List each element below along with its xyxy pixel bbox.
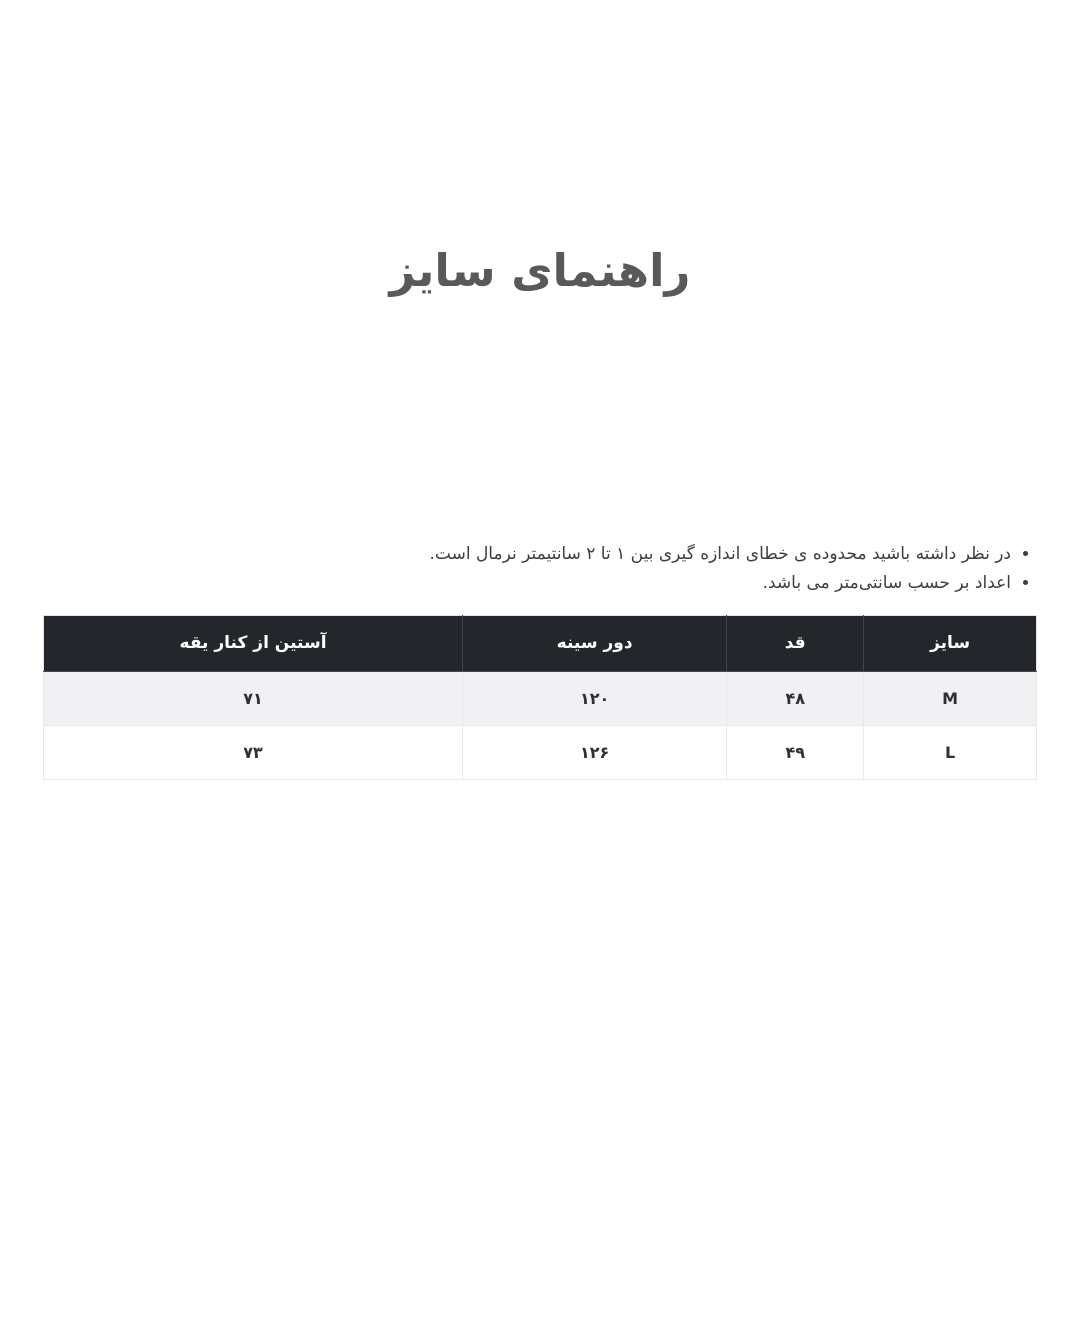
column-header-sleeve: آستین از کنار یقه: [44, 615, 463, 671]
cell-sleeve-m: ۷۱: [44, 671, 463, 725]
column-header-length: قد: [727, 615, 864, 671]
column-header-chest: دور سینه: [463, 615, 727, 671]
cell-length-l: ۴۹: [727, 725, 864, 779]
note-item-measurement-tolerance: • در نظر داشته باشید محدوده ی خطای اندازه گیری بین ۱ تا ۲ سانتیمتر نرمال است.: [43, 540, 1011, 569]
cell-length-m: ۴۸: [727, 671, 864, 725]
header-row: [44, 615, 1037, 671]
cell-sleeve-l: ۷۳: [44, 725, 463, 779]
table-row-size-l: [44, 725, 1037, 779]
page-title: راهنمای سایز: [389, 244, 691, 297]
table-row-size-m: [44, 671, 1037, 725]
size-table-body: [44, 671, 1037, 779]
note-item-units: • اعداد بر حسب سانتی‌متر می باشد.: [43, 569, 1011, 598]
size-table: [43, 615, 1037, 780]
size-table-header: [44, 615, 1037, 671]
notes-list: [43, 540, 1037, 598]
cell-size-l: L: [864, 725, 1037, 779]
cell-size-m: M: [864, 671, 1037, 725]
cell-chest-m: ۱۲۰: [463, 671, 727, 725]
column-header-size: سایز: [864, 615, 1037, 671]
size-guide-section: [43, 0, 1037, 780]
cell-chest-l: ۱۲۶: [463, 725, 727, 779]
